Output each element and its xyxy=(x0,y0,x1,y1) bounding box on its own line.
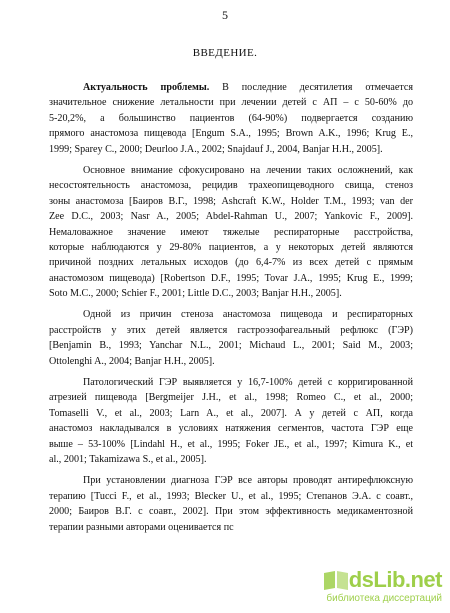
text-line: анастомоз накладывался в условиях натяжения сегментов, частота ГЭР еще xyxy=(49,423,413,435)
paragraph-relevance xyxy=(49,80,413,157)
text-line: 2000; Баиров В.Г. с соавт., 2002]. При этом эффективность медикаментозной xyxy=(49,506,413,518)
paragraph-reflux-cause xyxy=(49,307,413,369)
watermark-logo: dsLib.net xyxy=(348,567,442,592)
text-line: Немаловажное значение имеют тяжелые респираторные расстройства, xyxy=(49,226,413,238)
text-line: причиной поздних летальных исходов (до 6,4-7% из всех детей с прямым xyxy=(49,257,413,269)
text-line: расстройств у этих детей является гастроэзофагеальный рефлюкс (ГЭР) xyxy=(49,324,413,336)
text-line: Soto M.C., 2000; Schier F., 2001; Little D.C., 2003; Banjar H.H., 2005]. xyxy=(49,288,342,300)
text-line xyxy=(49,80,413,95)
text-line: Патологический ГЭР выявляется у 16,7-100% детей с корригированной xyxy=(83,377,413,389)
paragraph-therapy xyxy=(49,473,413,535)
text-line: атрезией пищевода [Bergmeijer J.H., et al., 1998; Romeo C., et al., 2000; xyxy=(49,392,413,404)
text-line: При установлении диагноза ГЭР все авторы проводят антирефлюксную xyxy=(83,475,413,487)
text-line: 1999; Sparey C., 2000; Deurloo J.A., 2002; Snajdauf J., 2004, Banjar H.H., 2005]. xyxy=(49,143,383,155)
text-line: несостоятельность анастомоза, рецидив трахеопищеводного свища, стеноз xyxy=(49,180,413,192)
text-line: прямого анастомоза пищевода [Engum S.A., 1995; Brown A.K., 1996; Krug E., xyxy=(49,128,413,140)
text-line: Zee D.C., 2003; Nasr A., 2005; Abdel-Rahman U., 2007; Yankovic F., 2009]. xyxy=(49,211,413,223)
page-title: ВВЕДЕНИЕ. xyxy=(192,47,258,59)
text-line: Tomaselli V., et al., 2003; Larn A., et al., 2007]. А у детей с АП, когда xyxy=(49,407,413,419)
text-line: выше – 53-100% [Lindahl H., et al., 1995; Foker JE., et al., 1997; Kimura K., et xyxy=(49,438,413,450)
text-line: анастомозом пищевода) [Robertson D.F., 1995; Tovar J.A., 1995; Krug E., 1999; xyxy=(49,272,413,284)
text-line: Основное внимание сфокусировано на лечении таких осложнений, как xyxy=(83,164,413,176)
text-line: терапии разными авторами оценивается пс xyxy=(49,521,234,533)
book-icon xyxy=(322,569,350,591)
text-line: [Benjamin B., 1993; Yanchar N.L., 2001; Michaud L., 2001; Said M., 2003; xyxy=(49,340,413,352)
text-line: терапию [Tucci F., et al., 1993; Blecker U., et al., 1995; Степанов Э.А. с соавт., xyxy=(49,490,413,502)
watermark-subtitle: библиотека диссертаций xyxy=(326,593,442,604)
document-body xyxy=(49,80,413,541)
page-number: 5 xyxy=(222,8,228,22)
text-line: Одной из причин стеноза анастомоза пищевода и респираторных xyxy=(83,309,413,321)
watermark xyxy=(322,567,442,609)
text-line: 5-20,2%, а большинство пациентов (64-90%) подвергается созданию xyxy=(49,112,413,124)
text-line-rest: В последние десятилетия отмечается xyxy=(209,82,413,93)
text-line: Ottolenghi A., 2004; Banjar H.H., 2005]. xyxy=(49,355,215,367)
text-line: al., 2001; Takamizawa S., et al., 2005]. xyxy=(49,453,207,465)
text-line: значительное снижение летальности при лечении детей с АП – с 50-60% до xyxy=(49,97,413,109)
text-line: зоны анастомоза [Баиров В.Г., 1998; Ashcraft K.W., Holder T.M., 1993; van der xyxy=(49,195,413,207)
paragraph-pathological-ger xyxy=(49,375,413,467)
paragraph-complications xyxy=(49,163,413,302)
relevance-lead: Актуальность проблемы. xyxy=(83,82,210,93)
text-line: которые наблюдаются у 29-80% пациентов, а у некоторых детей являются xyxy=(49,241,413,253)
